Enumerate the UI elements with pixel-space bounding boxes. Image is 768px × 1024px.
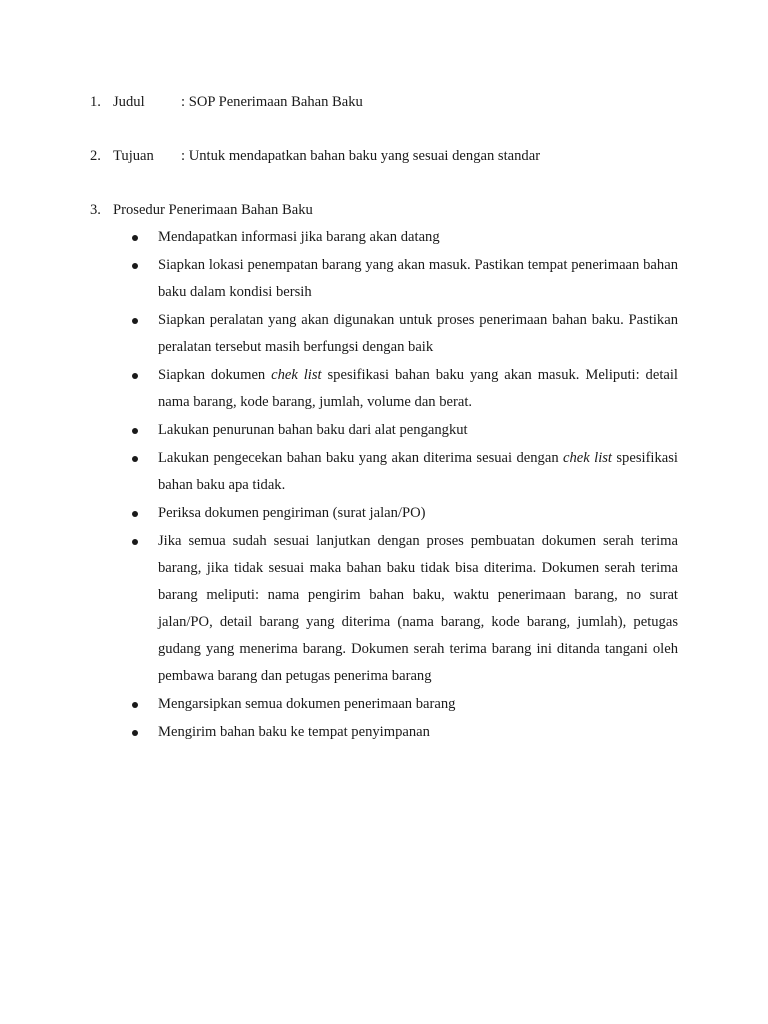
step-text-emphasis: chek list <box>271 367 322 383</box>
step-text: Siapkan peralatan yang akan digunakan untuk proses penerimaan bahan baku. Pastikan peralatan tersebut masih berfungsi dengan baik <box>158 312 678 355</box>
item-procedure <box>90 200 690 220</box>
list-item <box>0 307 678 361</box>
bullet-icon <box>132 539 138 545</box>
item-title <box>90 92 690 112</box>
bullet-icon <box>132 428 138 434</box>
procedure-steps-list <box>0 224 768 747</box>
step-text: Mengarsipkan semua dokumen penerimaan barang <box>158 696 456 712</box>
step-text: Mendapatkan informasi jika barang akan datang <box>158 229 440 245</box>
bullet-icon <box>132 235 138 241</box>
bullet-icon <box>132 511 138 517</box>
item-label: Prosedur Penerimaan Bahan Baku <box>113 202 313 218</box>
bullet-icon <box>132 702 138 708</box>
step-text-emphasis: chek list <box>563 450 612 466</box>
list-item <box>0 719 678 746</box>
bullet-icon <box>132 456 138 462</box>
list-item <box>0 362 678 416</box>
item-label: Judul <box>113 94 145 110</box>
list-item <box>0 445 678 499</box>
bullet-icon <box>132 373 138 379</box>
step-text: Periksa dokumen pengiriman (surat jalan/PO) <box>158 505 426 521</box>
step-text: Siapkan lokasi penempatan barang yang akan masuk. Pastikan tempat penerimaan bahan baku dalam kondisi bersih <box>158 257 678 300</box>
item-number: 3. <box>90 202 101 218</box>
item-number: 2. <box>90 148 101 164</box>
bullet-icon <box>132 318 138 324</box>
step-text: Mengirim bahan baku ke tempat penyimpanan <box>158 724 430 740</box>
item-value: : SOP Penerimaan Bahan Baku <box>181 94 363 110</box>
step-text-pre: Siapkan dokumen <box>158 367 272 383</box>
bullet-icon <box>132 730 138 736</box>
step-text: Lakukan penurunan bahan baku dari alat pengangkut <box>158 422 468 438</box>
list-item <box>0 417 678 444</box>
bullet-icon <box>132 263 138 269</box>
list-item <box>0 528 678 690</box>
list-item <box>0 224 678 251</box>
step-text-post: spesifikasi bahan baku apa tidak. <box>158 450 678 493</box>
list-item <box>0 252 678 306</box>
step-text: Jika semua sudah sesuai lanjutkan dengan proses pembuatan dokumen serah terima barang, jika tidak sesuai maka bahan baku tidak bisa diterima. Dokumen serah terima barang meliputi: nama pengirim bahan baku, waktu penerimaan barang, no surat jalan/PO, detail barang yang diterima (nama barang, kode barang, jumlah), petugas gudang yang menerima barang. Dokumen serah terima barang ini ditanda tangani oleh pembawa barang dan petugas penerima barang <box>158 533 678 684</box>
item-value: : Untuk mendapatkan bahan baku yang sesuai dengan standar <box>181 148 541 164</box>
step-text-post: spesifikasi bahan baku yang akan masuk. Meliputi: detail nama barang, kode barang, jumlah, volume dan berat. <box>158 367 678 410</box>
list-item <box>0 691 678 718</box>
list-item <box>0 500 678 527</box>
step-text-pre: Lakukan pengecekan bahan baku yang akan diterima sesuai dengan <box>158 450 564 466</box>
item-purpose <box>90 146 690 166</box>
item-label: Tujuan <box>113 148 154 164</box>
item-number: 1. <box>90 94 101 110</box>
